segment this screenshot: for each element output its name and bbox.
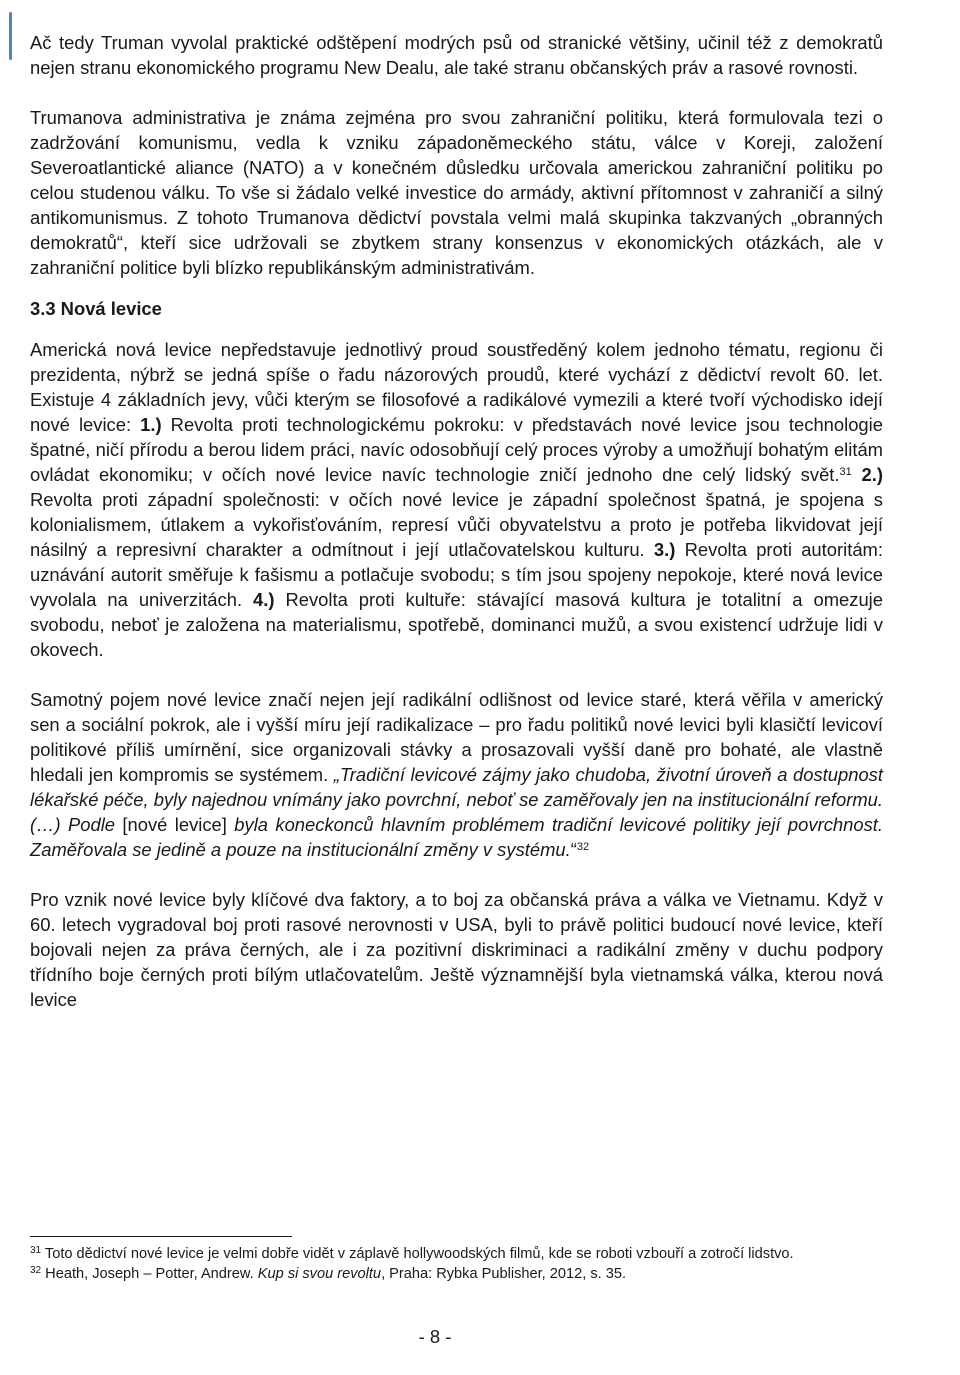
- paragraph-truman-foreign-policy: Trumanova administrativa je známa zejména pro svou zahraniční politiku, která formulovala tezi o zadržování komunismu, vedla k vzniku západoněmeckého státu, válce v Koreji, založení Severoatlantické aliance (NATO) a v konečném důsledku určovala americkou zahraniční politiku po celou studenou válku. To vše si žádalo velké investice do armády, aktivní přítomnost v zahraničí a silný antikomunismus. Z tohoto Trumanova dědictví povstala velmi malá skupinka takzvaných „obranných demokratů“, kteří sice udržovali se zbytkem strany konsenzus v ekonomických otázkách, ale v zahraniční politice byli blízko republikánským administrativám.: [30, 107, 883, 278]
- footnote-32-number: 32: [30, 1265, 42, 1276]
- paragraph-new-left-origins: Pro vznik nové levice byly klíčové dva faktory, a to boj za občanská práva a válka ve Vietnamu. Když v 60. letech vygradoval boj proti rasové nerovnosti v USA, byli to právě politici budoucí nové levice, kteří bojovali nejen za práva černých, ale i za pozitivní diskriminaci a radikální změny v duchu podpory třídního boje černých proti bílým utlačovatelům. Ještě významnější byla vietnamská válka, kterou nová levice: [30, 889, 883, 1010]
- quote-insert: [nové levice]: [115, 814, 235, 835]
- item-1-text: Revolta proti technologickému pokroku: v představách nové levice jsou technologie špatné, ničí přírodu a berou lidem práci, navíc odosobňují celý proces výroby a umožňují bohatým elitám ovládat ekonomiku; v očích nové levice navíc technologie zničí jednoho dne celý lidský svět.: [30, 414, 883, 485]
- section-heading: 3.3 Nová levice: [30, 298, 162, 319]
- item-3-number: 3.): [653, 539, 676, 560]
- quote-close: “: [570, 839, 577, 860]
- quote-part-a: „Tradiční levicové zájmy jako chudoba, životní úroveň a dostupnost lékařské péče, byly najednou vnímány jako povrchní, neboť se zaměřovaly jen na institucionální reformu. (…) Podle: [30, 764, 883, 835]
- footnote-31-text: Toto dědictví nové levice je velmi dobře vidět v záplavě hollywoodských filmů, kde se roboti vzbouří a zotročí lidstvo.: [41, 1246, 794, 1262]
- item-1-number: 1.): [140, 414, 162, 435]
- footnotes: [30, 1244, 883, 1284]
- corner-mark: [9, 12, 12, 60]
- footnote-ref-31: 31: [839, 466, 852, 478]
- new-left-intro: Americká nová levice nepředstavuje jednotlivý proud soustředěný kolem jednoho tématu, regionu či prezidenta, nýbrž se jedná spíše o řadu názorových proudů, které vychází z dědictví revolt 60. let. Existuje 4 základních jevy, vůči kterým se filosofové a radikálové vymezili a které tvoří východisko idejí nové levice:: [30, 339, 883, 435]
- page-body: [30, 30, 883, 1012]
- item-2-number: 2.): [861, 464, 883, 485]
- paragraph-new-left-term: [30, 687, 883, 862]
- footnote-separator: [30, 1236, 292, 1237]
- item-4-number: 4.): [253, 589, 275, 610]
- paragraph-truman-split: Ač tedy Truman vyvolal praktické odštěpení modrých psů od stranické většiny, učinil též z demokratů nejen stranu ekonomického programu New Dealu, ale také stranu občanských práv a rasové rovnosti.: [30, 32, 883, 78]
- footnote-ref-32: 32: [576, 841, 590, 853]
- quote-part-c: byla koneckonců hlavním problémem tradiční levicové politiky její povrchnost. Zaměřovala se jedině a pouze na institucionální změny v systému.: [30, 814, 883, 860]
- item-4-text: Revolta proti kultuře: stávající masová kultura je totalitní a omezuje svobodu, neboť je založena na materialismu, spotřebě, dominanci mužů, a svou existencí udržuje lidi v okovech.: [30, 589, 883, 660]
- page-number: - 8 -: [418, 1326, 452, 1347]
- item-2-text: Revolta proti západní společnosti: v očích nové levice je západní společnost špatná, je spojena s kolonialismem, útlakem a vykořisťováním, represí vůči obyvatelstvu a proto je potřeba likvidovat její násilný a represivní charakter a odmítnout i její utlačovatelskou kulturu.: [30, 489, 883, 560]
- footnote-32: [30, 1264, 883, 1284]
- footnote-31-number: 31: [30, 1245, 42, 1256]
- item-3-text: Revolta proti autoritám: uznávání autorit směřuje k fašismu a potlačuje svobodu; s tím jsou spojeny nepokoje, které nová levice vyvolala na univerzitách.: [30, 539, 883, 610]
- footnote-32-publisher: , Praha: Rybka Publisher, 2012, s. 35.: [381, 1266, 627, 1282]
- footnote-32-authors: Heath, Joseph – Potter, Andrew.: [41, 1266, 258, 1282]
- footnote-31: [30, 1244, 883, 1264]
- term-text: Samotný pojem nové levice značí nejen její radikální odlišnost od levice staré, která věřila v americký sen a sociální pokrok, ale i vyšší míru její radikalizace – pro řadu politiků nové levici byli klasičtí levicoví politikové příliš umírnění, sice organizovali stávky a prosazovali vyšší daně pro bohaté, ale vlastně hledali jen kompromis se systémem.: [30, 689, 883, 785]
- paragraph-new-left: [30, 337, 883, 662]
- footnote-32-title: Kup si svou revoltu: [257, 1266, 382, 1282]
